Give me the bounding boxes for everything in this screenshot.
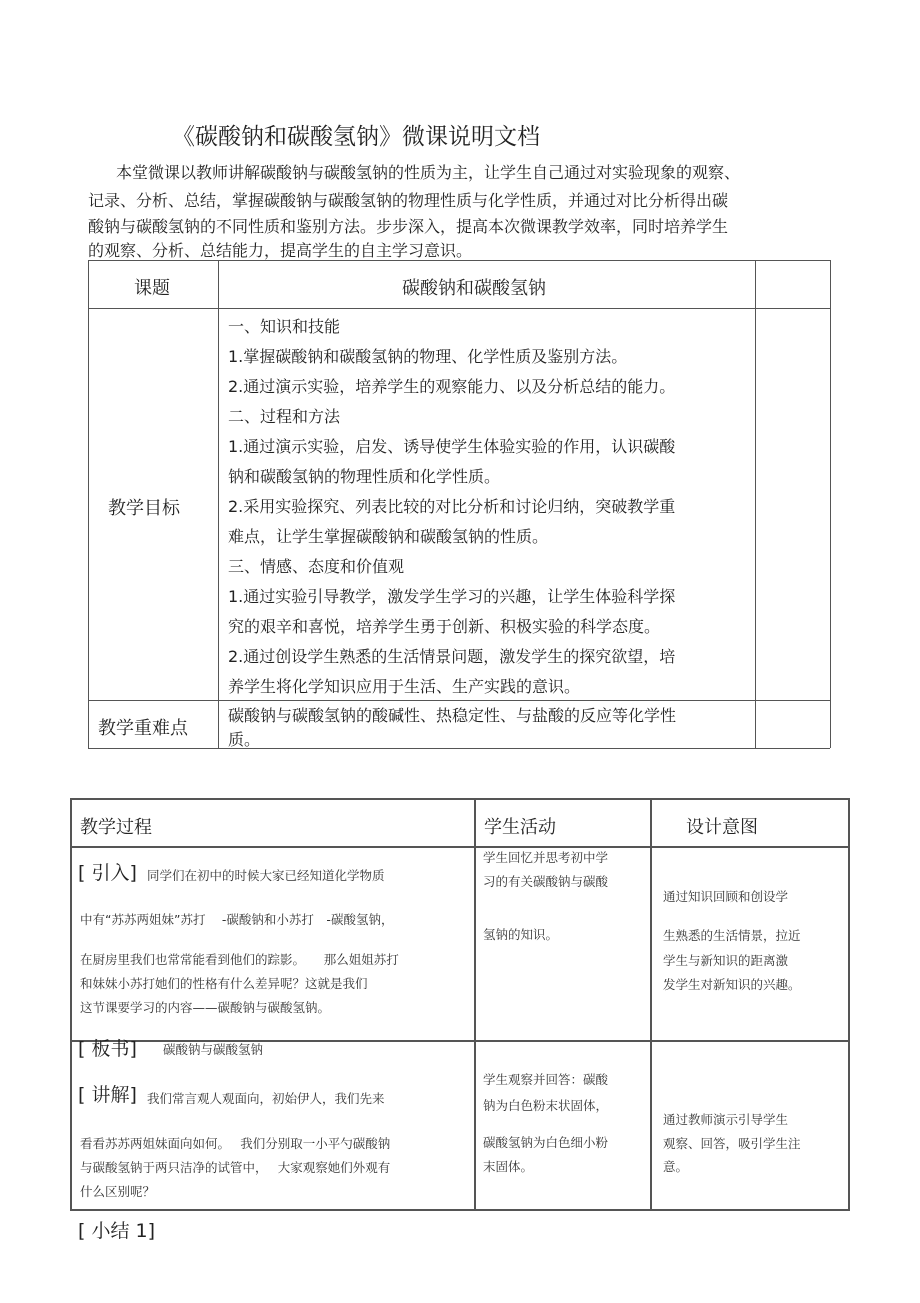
key-label: 教学重难点 bbox=[98, 718, 188, 739]
design-intent-line: 发学生对新知识的兴趣。 bbox=[663, 977, 801, 992]
design-intent-line: 生熟悉的生活情景，拉近 bbox=[663, 928, 801, 943]
document-title: 《碳酸钠和碳酸氢钠》微课说明文档 bbox=[172, 124, 540, 150]
design-intent-line: 通过教师演示引导学生 bbox=[663, 1112, 789, 1127]
student-activity-line: 碳酸氢钠为白色细小粉 bbox=[483, 1135, 609, 1150]
student-activity-line: 氢钠的知识。 bbox=[483, 927, 559, 942]
goal-line: 1.通过实验引导教学，激发学生学习的兴趣，让学生体验科学探 bbox=[228, 587, 676, 606]
design-intent-line: 学生与新知识的距离激 bbox=[663, 953, 789, 968]
explain-text-line: 我们常言观人观面向，初始伊人，我们先来 bbox=[147, 1091, 385, 1106]
student-activity-line: 钠为白色粉末状固体， bbox=[483, 1098, 609, 1113]
explain-text-line: 什么区别呢？ bbox=[80, 1184, 156, 1199]
board-tag: [ 板书] bbox=[78, 1038, 137, 1060]
student-activity-line: 末固体。 bbox=[483, 1159, 534, 1174]
goal-line: 2.通过创设学生熟悉的生活情景问题，激发学生的探究欲望，培 bbox=[228, 647, 676, 666]
goal-line: 1.通过演示实验，启发、诱导使学生体验实验的作用，认识碳酸 bbox=[228, 437, 676, 456]
header-design: 设计意图 bbox=[686, 817, 758, 838]
explain-text-line: 看看苏苏两姐妹面向如何。 我们分别取一小平勺碳酸钠 bbox=[80, 1136, 391, 1151]
explain-text-line: 与碳酸氢钠于两只洁净的试管中， 大家观察她们外观有 bbox=[80, 1160, 391, 1175]
header-student: 学生活动 bbox=[484, 817, 556, 838]
intro-line: 本堂微课以教师讲解碳酸钠与碳酸氢钠的性质为主，让学生自己通过对实验现象的观察、 bbox=[116, 163, 741, 182]
intro-tag: [ 引入] bbox=[78, 862, 137, 884]
student-activity-line: 学生观察并回答：碳酸 bbox=[483, 1072, 609, 1087]
goal-line: 二、过程和方法 bbox=[228, 407, 341, 426]
intro-text-line: 和妹妹小苏打她们的性格有什么差异呢？这就是我们 bbox=[80, 976, 368, 991]
intro-line: 记录、分析、总结，掌握碳酸钠与碳酸氢钠的物理性质与化学性质，并通过对比分析得出碳 bbox=[88, 191, 729, 210]
goal-line: 钠和碳酸氢钠的物理性质和化学性质。 bbox=[228, 467, 501, 486]
goal-line: 养学生将化学知识应用于生活、生产实践的意识。 bbox=[228, 677, 581, 696]
goals-label: 教学目标 bbox=[108, 498, 180, 519]
intro-line: 的观察、分析、总结能力，提高学生的自主学习意识。 bbox=[88, 241, 473, 260]
topic-value: 碳酸钠和碳酸氢钠 bbox=[402, 278, 546, 299]
goal-line: 三、情感、态度和价值观 bbox=[228, 557, 405, 576]
goal-line: 难点，让学生掌握碳酸钠和碳酸氢钠的性质。 bbox=[228, 527, 549, 546]
goal-line: 1.掌握碳酸钠和碳酸氢钠的物理、化学性质及鉴别方法。 bbox=[228, 347, 628, 366]
board-text: 碳酸钠与碳酸氢钠 bbox=[163, 1042, 264, 1057]
summary-tag: [ 小结 1] bbox=[78, 1220, 155, 1242]
explain-tag: [ 讲解] bbox=[78, 1084, 137, 1106]
intro-text-line: 这节课要学习的内容——碳酸钠与碳酸氢钠。 bbox=[80, 1000, 331, 1015]
goal-line: 一、知识和技能 bbox=[228, 317, 341, 336]
key-line: 质。 bbox=[228, 730, 261, 749]
design-intent-line: 观察、回答，吸引学生注 bbox=[663, 1136, 801, 1151]
student-activity-line: 习的有关碳酸钠与碳酸 bbox=[483, 874, 609, 889]
header-process: 教学过程 bbox=[80, 817, 152, 838]
key-line: 碳酸钠与碳酸氢钠的酸碱性、热稳定性、与盐酸的反应等化学性 bbox=[228, 706, 677, 725]
goal-line: 2.通过演示实验，培养学生的观察能力、以及分析总结的能力。 bbox=[228, 377, 676, 396]
goal-line: 2.采用实验探究、列表比较的对比分析和讨论归纳，突破教学重 bbox=[228, 497, 676, 516]
design-intent-line: 意。 bbox=[663, 1159, 689, 1174]
intro-line: 酸钠与碳酸氢钠的不同性质和鉴别方法。步步深入，提高本次微课教学效率，同时培养学生 bbox=[88, 217, 729, 236]
intro-text-line: 同学们在初中的时候大家已经知道化学物质 bbox=[147, 868, 385, 883]
design-intent-line: 通过知识回顾和创设学 bbox=[663, 889, 789, 904]
topic-label: 课题 bbox=[134, 278, 170, 299]
goal-line: 究的艰辛和喜悦，培养学生勇于创新、积极实验的科学态度。 bbox=[228, 617, 661, 636]
intro-text-line: 中有“苏苏两姐妹”苏打 -碳酸钠和小苏打 -碳酸氢钠， bbox=[80, 912, 394, 927]
intro-text-line: 在厨房里我们也常常能看到他们的踪影。 那么姐姐苏打 bbox=[80, 952, 399, 967]
student-activity-line: 学生回忆并思考初中学 bbox=[483, 850, 609, 865]
